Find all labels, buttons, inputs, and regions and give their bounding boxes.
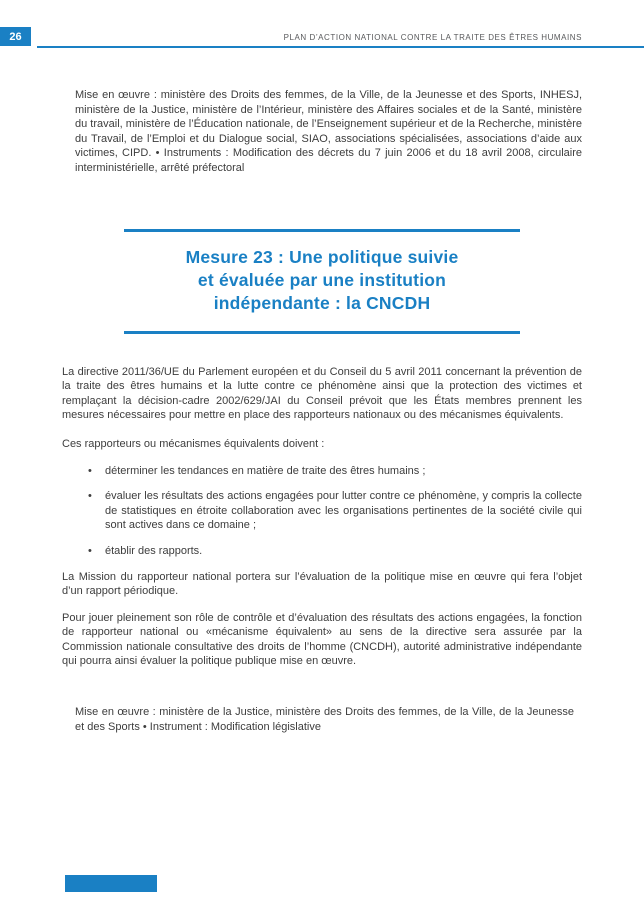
page-number-badge xyxy=(0,27,31,46)
measure-title-line1: Mesure 23 : Une politique suivie xyxy=(185,246,459,267)
measure-body xyxy=(62,365,582,670)
page-number: 26 xyxy=(9,30,22,43)
paragraph-cncdh: Pour jouer pleinement son rôle de contrôle et d’évaluation des résultats des actions engagées, la fonction de rapporteur national ou «mécanisme équivalent» au sens de la directive sera assurée par la Commission nationale consultative des droits de l’homme (CNCDH), autorité administrative indépendante qui pourra ainsi évaluer la politique publique mise en œuvre. xyxy=(62,611,582,668)
page-content xyxy=(0,88,644,734)
list-item: • évaluer les résultats des actions engagées pour lutter contre ce phénomène, y compris la collecte de statistiques en étroite collaboration avec les organisations pertinentes de la société civile qui sont actives dans ce domaine ; xyxy=(62,489,582,533)
requirements-list xyxy=(62,464,582,559)
paragraph-directive: La directive 2011/36/UE du Parlement européen et du Conseil du 5 avril 2011 concernant la prévention de la traite des êtres humains et la lutte contre ce phénomène ainsi que la protection des victimes et remplaçant la décision-cadre 2002/629/JAI du Conseil prévoit que les États membres prennent les mesures nécessaires pour mettre en place des rapporteurs nationaux ou des mécanismes équivalents. xyxy=(62,365,582,422)
implementation-outro-block: Mise en œuvre : ministère de la Justice, ministère des Droits des femmes, de la Ville, de la Jeunesse et des Sports • Instrument : Modification législative xyxy=(75,706,574,733)
measure-title xyxy=(0,232,644,331)
list-item: • établir des rapports. xyxy=(62,544,582,559)
footer-logo-stamp xyxy=(65,875,157,892)
implementation-block: Mise en œuvre : ministère des Droits des femmes, de la Ville, de la Jeunesse et des Sports, INHESJ, ministère de la Justice, ministère de l’Intérieur, ministère des Affaires sociales et de la Santé, ministère du travail, ministère de l’Éducation nationale, de l’Enseignement supérieur et de la Recherche, ministère du Travail, de l’Emploi et du Dialogue social, SIAO, associations spécialisées, associations d’aide aux victimes, CIPD. • Instruments : Modification des décrets du 7 juin 2006 et du 18 avril 2008, circulaire interministérielle, arrêté préfectoral xyxy=(75,89,582,174)
heading-bottom-rule xyxy=(124,331,520,334)
paragraph-mission: La Mission du rapporteur national portera sur l’évaluation de la politique mise en œuvre qui fera l’objet d’un rapport périodique. xyxy=(62,570,582,598)
running-header-title: PLAN D’ACTION NATIONAL CONTRE LA TRAITE DES ÊTRES HUMAINS xyxy=(283,33,582,42)
measure-heading-section xyxy=(0,229,644,334)
measure-title-line3: indépendante : la CNCDH xyxy=(213,292,431,313)
measure-title-line2: et évaluée par une institution xyxy=(197,269,447,290)
paragraph-lead: Ces rapporteurs ou mécanismes équivalents doivent : xyxy=(62,437,325,450)
list-item: • déterminer les tendances en matière de traite des êtres humains ; xyxy=(62,464,582,479)
header-divider-rule xyxy=(37,46,644,48)
